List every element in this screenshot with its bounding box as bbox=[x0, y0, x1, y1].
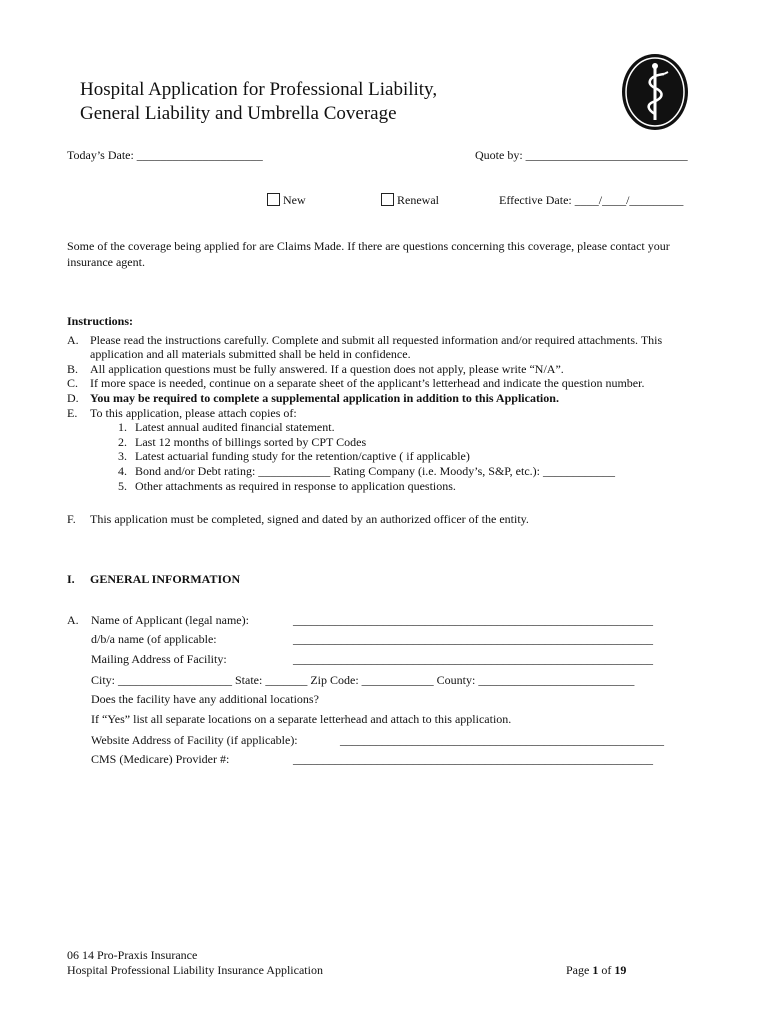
city-state-zip-county-row[interactable]: City: ___________________ State: _______ Zip Code: ____________ County: __________________________ bbox=[91, 673, 635, 687]
website-field[interactable]: ______________________________________________________ bbox=[340, 733, 664, 747]
new-option[interactable] bbox=[267, 193, 306, 208]
instruction-a: A. Please read the instructions carefully. Complete and submit all requested information and/or required attachments. This bbox=[67, 332, 663, 347]
instruction-b: B. All application questions must be fully answered. If a question does not apply, please write “N/A”. bbox=[67, 361, 564, 376]
instruction-d: D. You may be required to complete a supplemental application in addition to this Application. bbox=[67, 390, 559, 405]
website-label: Website Address of Facility (if applicable): bbox=[91, 733, 298, 747]
new-checkbox[interactable] bbox=[267, 193, 280, 206]
instructions-section bbox=[67, 314, 662, 493]
additional-locations-instruction: If “Yes” list all separate locations on a separate letterhead and attach to this application. bbox=[91, 712, 512, 726]
instruction-a-cont: application and all materials submitted shall be held in confidence. bbox=[90, 347, 411, 362]
todays-date-field[interactable]: Today’s Date: _____________________ bbox=[67, 148, 263, 162]
attachment-item: 2. Last 12 months of billings sorted by CPT Codes bbox=[118, 434, 367, 449]
new-label: New bbox=[283, 193, 306, 207]
renewal-option[interactable] bbox=[381, 193, 439, 208]
instruction-c: C. If more space is needed, continue on a separate sheet of the applicant’s letterhead and indicate the question number. bbox=[67, 376, 645, 391]
mailing-address-label: Mailing Address of Facility: bbox=[91, 652, 227, 666]
attachment-item: 4. Bond and/or Debt rating: ____________ Rating Company (i.e. Moody’s, S&P, etc.): ____________ bbox=[118, 463, 615, 478]
mailing-address-field[interactable]: ____________________________________________________________ bbox=[293, 652, 653, 666]
instruction-f: F. This application must be completed, signed and dated by an authorized officer of the entity. bbox=[67, 512, 529, 526]
renewal-checkbox[interactable] bbox=[381, 193, 394, 206]
cms-provider-label: CMS (Medicare) Provider #: bbox=[91, 752, 230, 766]
applicant-name-label: Name of Applicant (legal name): bbox=[91, 613, 249, 627]
page-number: Page 1 of 19 bbox=[566, 963, 627, 977]
dba-name-label: d/b/a name (of applicable: bbox=[91, 632, 217, 646]
caduceus-logo bbox=[620, 52, 690, 132]
section-1-heading: I. GENERAL INFORMATION bbox=[67, 572, 241, 586]
title-line-1: Hospital Application for Professional Liability, bbox=[80, 79, 438, 100]
quote-by-field[interactable]: Quote by: ___________________________ bbox=[475, 148, 688, 162]
renewal-label: Renewal bbox=[397, 193, 439, 207]
section-a-letter: A. bbox=[67, 613, 79, 627]
instructions-heading: Instructions: bbox=[67, 314, 134, 328]
cms-provider-field[interactable]: ____________________________________________________________ bbox=[293, 752, 653, 766]
claims-made-notice: Some of the coverage being applied for are Claims Made. If there are questions concerning this coverage, please contact your insurance agent. bbox=[67, 239, 670, 269]
attachment-item: 3. Latest actuarial funding study for the retention/captive ( if applicable) bbox=[118, 449, 470, 464]
instruction-e: E. To this application, please attach copies of: bbox=[67, 405, 297, 420]
footer-line-2: Hospital Professional Liability Insurance Application bbox=[67, 962, 323, 977]
title-line-2: General Liability and Umbrella Coverage bbox=[80, 103, 397, 124]
attachment-item: 5. Other attachments as required in response to application questions. bbox=[118, 478, 456, 493]
footer bbox=[67, 948, 323, 977]
footer-line-1: 06 14 Pro-Praxis Insurance bbox=[67, 948, 198, 962]
document-title bbox=[80, 78, 437, 126]
attachment-item: 1. Latest annual audited financial statement. bbox=[118, 420, 335, 435]
dba-name-field[interactable]: ____________________________________________________________ bbox=[293, 632, 653, 646]
effective-date-field[interactable]: Effective Date: ____/____/_________ bbox=[499, 193, 684, 207]
applicant-name-field[interactable]: ____________________________________________________________ bbox=[293, 613, 653, 627]
additional-locations-question: Does the facility have any additional locations? bbox=[91, 692, 319, 706]
